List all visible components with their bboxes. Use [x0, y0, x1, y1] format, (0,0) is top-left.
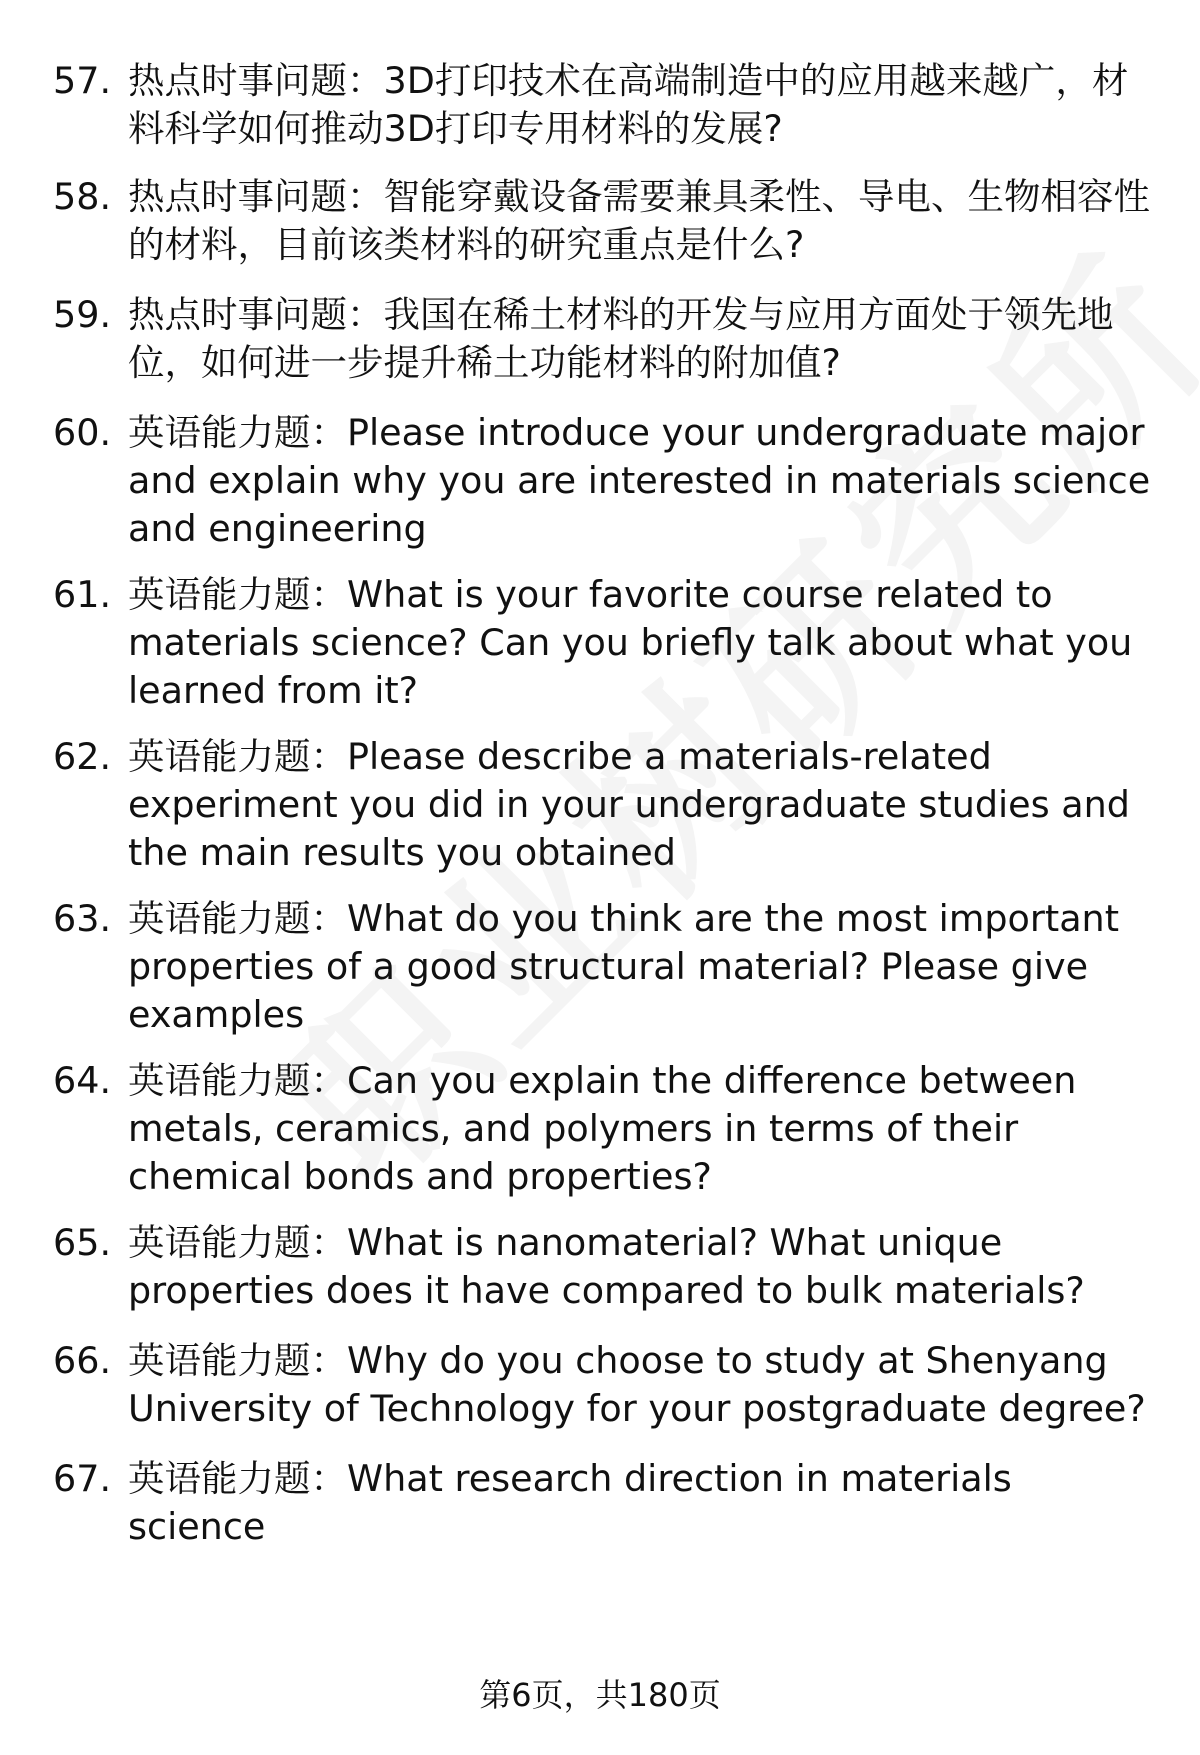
- question-text: 热点时事问题：3D打印技术在高端制造中的应用越来越广，材料科学如何推动3D打印专用材料的发展?: [128, 59, 1129, 150]
- page-number-footer: 第6页，共180页: [479, 1676, 721, 1714]
- question-text: 热点时事问题：智能穿戴设备需要兼具柔性、导电、生物相容性的材料，目前该类材料的研究重点是什么?: [128, 175, 1150, 266]
- question-text: 英语能力题：Why do you choose to study at Shenyang University of Technology for your postgraduate degree?: [128, 1339, 1146, 1430]
- question-number: 64.: [53, 1059, 112, 1102]
- question-text: 英语能力题：What research direction in materials science: [128, 1457, 1012, 1548]
- question-number: 58.: [53, 175, 112, 218]
- question-number: 59.: [53, 293, 112, 336]
- question-text: 英语能力题：What is your favorite course related to materials science? Can you briefly talk about what you learned from it?: [128, 573, 1133, 712]
- question-number: 67.: [53, 1457, 112, 1500]
- question-text: 英语能力题：Please describe a materials-related experiment you did in your undergraduate studies and the main results you obtained: [128, 735, 1130, 874]
- question-number: 60.: [53, 411, 112, 454]
- question-text: 英语能力题：Please introduce your undergraduate major and explain why you are interested in materials science and engineering: [128, 411, 1151, 550]
- question-number: 62.: [53, 735, 112, 778]
- question-text: 英语能力题：What do you think are the most important properties of a good structural material? Please give examples: [128, 897, 1120, 1036]
- question-text: 英语能力题：Can you explain the difference between metals, ceramics, and polymers in terms of their chemical bonds and properties?: [128, 1059, 1077, 1198]
- question-number: 66.: [53, 1339, 112, 1382]
- question-number: 63.: [53, 897, 112, 940]
- question-number: 61.: [53, 573, 112, 616]
- question-number: 57.: [53, 59, 112, 102]
- question-text: 热点时事问题：我国在稀土材料的开发与应用方面处于领先地位，如何进一步提升稀土功能材料的附加值?: [128, 293, 1114, 384]
- question-number: 65.: [53, 1221, 112, 1264]
- question-text: 英语能力题：What is nanomaterial? What unique properties does it have compared to bulk materials?: [128, 1221, 1085, 1312]
